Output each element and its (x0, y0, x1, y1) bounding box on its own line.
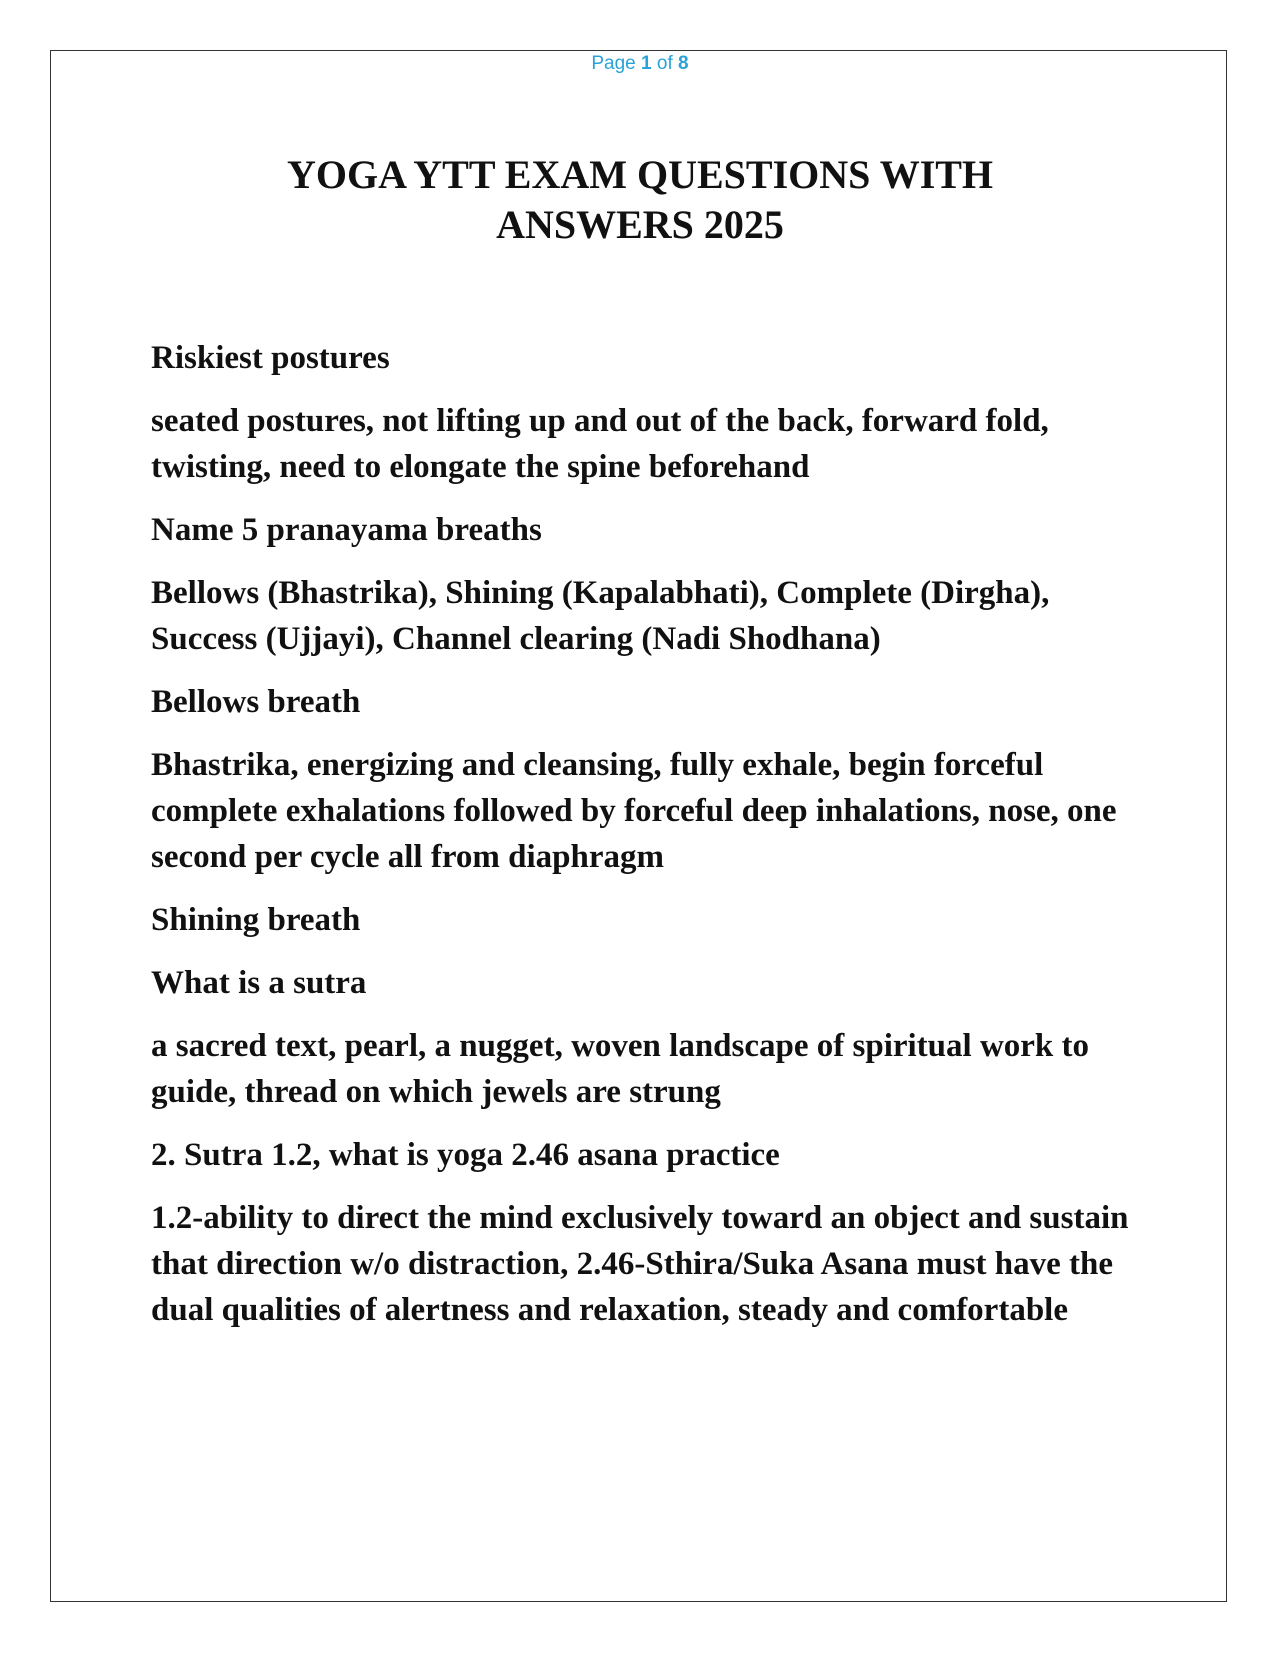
question-shining-breath: Shining breath (151, 902, 361, 938)
question-pranayama-breaths: Name 5 pranayama breaths (151, 512, 542, 548)
page-of-label: of (656, 53, 673, 74)
document-title-line-1: YOGA YTT EXAM QUESTIONS WITH (286, 152, 994, 197)
answer-sutra-1-2: 1.2-ability to direct the mind exclusively toward an object and sustain that direction w/o distraction, 2.46-Sthira/Suka Asana must have the dual qualities of alertness and relaxation, steady and comfortable (151, 1200, 1129, 1328)
question-answer-list (151, 335, 1141, 1350)
document-title-line-2: ANSWERS 2025 (496, 202, 784, 247)
total-pages-number: 8 (678, 53, 689, 74)
page-label: Page (591, 53, 636, 74)
document-title (150, 150, 1130, 250)
question-what-is-sutra: What is a sutra (151, 965, 367, 1001)
current-page-number: 1 (641, 53, 652, 74)
answer-what-is-sutra: a sacred text, pearl, a nugget, woven landscape of spiritual work to guide, thread on which jewels are strung (151, 1028, 1090, 1110)
page-indicator (0, 53, 1280, 75)
question-bellows-breath: Bellows breath (151, 684, 361, 720)
answer-riskiest-postures: seated postures, not lifting up and out of the back, forward fold, twisting, need to elongate the spine beforehand (151, 403, 1049, 485)
answer-pranayama-breaths: Bellows (Bhastrika), Shining (Kapalabhati), Complete (Dirgha), Success (Ujjayi), Channel clearing (Nadi Shodhana) (151, 575, 1050, 657)
answer-bellows-breath: Bhastrika, energizing and cleansing, fully exhale, begin forceful complete exhalations followed by forceful deep inhalations, nose, one second per cycle all from diaphragm (151, 747, 1117, 875)
question-sutra-1-2: 2. Sutra 1.2, what is yoga 2.46 asana practice (151, 1137, 780, 1173)
question-riskiest-postures: Riskiest postures (151, 340, 390, 376)
